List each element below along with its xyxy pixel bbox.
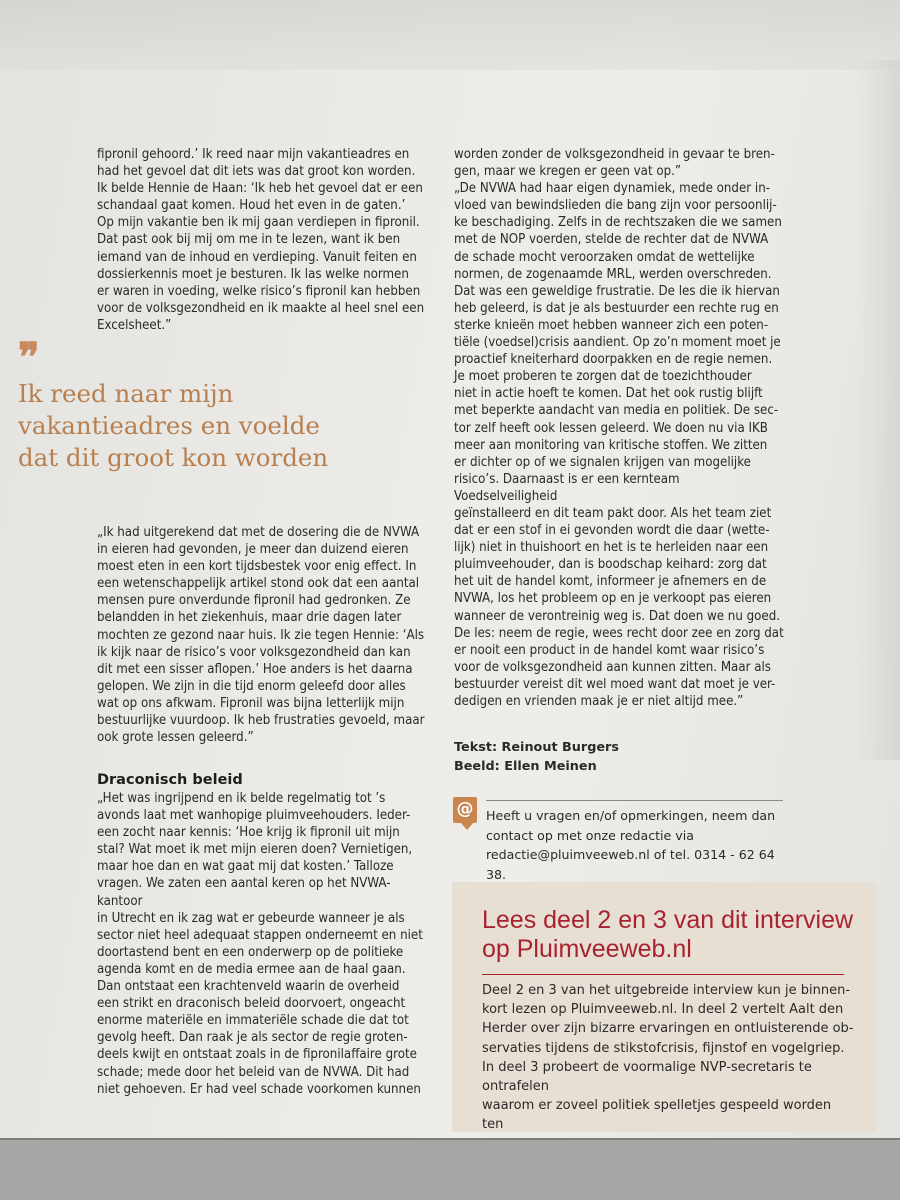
text-line: ook grote lessen geleerd.”	[97, 730, 254, 746]
right-column	[454, 146, 786, 710]
text-line: er nooit een product in de handel komt waar risico’s	[454, 642, 765, 658]
text-line: Dan ontstaat een krachtenveld waarin de overheid	[97, 979, 400, 995]
text-line: gelopen. We zijn in die tijd enorm geleefd door alles	[97, 678, 406, 694]
text-line: geïnstalleerd en dit team pakt door. Als het team ziet	[454, 505, 772, 521]
text-line: deels kwijt en ontstaat zoals in de fipronilaffaire grote	[97, 1047, 417, 1063]
text-line: met beperkte aandacht van media en politiek. De sec-	[454, 403, 779, 419]
at-sign-icon: @	[453, 797, 477, 823]
text-line: een strikt en draconisch beleid doorvoert, ongeacht	[97, 996, 406, 1012]
text-line: NVWA, los het probleem op en je verkoopt pas eieren	[454, 591, 772, 607]
contact-line: Heeft u vragen en/of opmerkingen, neem dan	[486, 808, 776, 823]
promo-line: In deel 3 probeert de voormalige NVP-secretaris te ontrafelen	[482, 1059, 812, 1095]
text-line: meer aan monitoring van kritische stoffen. We zitten	[454, 437, 768, 453]
text-line: het uit de handel komt, informeer je afnemers en de	[454, 574, 767, 590]
text-line: in Utrecht en ik zag wat er gebeurde wanneer je als	[97, 910, 405, 926]
text-line: normen, de zogenaamde MRL, werden overschreden.	[454, 266, 772, 282]
text-line: lijk) niet in thuishoort en het is te herleiden naar een	[454, 540, 769, 556]
text-line: wat op ons afkwam. Fipronil was bijna letterlijk mijn	[97, 695, 405, 711]
text-line: wanneer de verontreinig weg is. Dat doen we nu goed.	[454, 608, 780, 624]
text-line: voor de volksgezondheid aan kunnen zitten. Maar als	[454, 659, 771, 675]
text-line: De les: neem de regie, wees recht door zee en zorg dat	[454, 625, 784, 641]
text-line: met de NOP voerden, stelde de rechter dat de NVWA	[454, 232, 769, 248]
text-line: iemand van de inhoud en verdieping. Vanuit feiten en	[97, 249, 417, 265]
subheading: Draconisch beleid	[97, 772, 243, 788]
page-right-shadow	[854, 60, 900, 760]
promo-body	[482, 981, 856, 1154]
text-line: stal? Wat moet ik met mijn eieren doen? Vernietigen,	[97, 842, 413, 858]
promo-divider	[482, 974, 844, 975]
text-line: niet gehoeven. Er had veel schade voorkomen kunnen	[97, 1081, 421, 1097]
pull-quote-line: dat dit groot kon worden	[18, 443, 329, 472]
text-line: vloed van bewindslieden die bang zijn voor persoonlij-	[454, 198, 777, 214]
promo-title-line: Lees deel 2 en 3 van dit interview	[482, 906, 854, 934]
text-line: fipronil gehoord.’ Ik reed naar mijn vakantieadres en	[97, 147, 410, 162]
text-line: ke beschadiging. Zelfs in de rechtszaken die we samen	[454, 215, 782, 231]
text-line: Je moet proberen te zorgen dat de toezichthouder	[454, 369, 752, 385]
text-line: voor de volksgezondheid en ik maakte al heel snel een	[97, 300, 425, 316]
credit-text: Tekst: Reinout Burgers	[454, 740, 619, 755]
text-line: had het gevoel dat dit iets was dat groot kon worden.	[97, 164, 416, 180]
text-line: tiële (voedsel)crisis aandient. Op zo’n moment moet je	[454, 335, 781, 351]
text-line: gen, maar we kregen er geen vat op.”	[454, 164, 682, 180]
contact-line: contact op met onze redactie via	[486, 827, 694, 843]
text-line: avonds laat met wanhopige pluimveehouders. Ieder-	[97, 808, 411, 824]
promo-title	[482, 906, 872, 964]
text-line: in eieren had gevonden, je meer dan duizend eieren	[97, 542, 409, 558]
text-line: ik kijk naar de risico’s voor volksgezondheid dan kan	[97, 644, 411, 660]
text-line: een zocht naar kennis: ‘Hoe krijg ik fipronil uit mijn	[97, 825, 400, 841]
text-line: bestuurlijke vuurdoop. Ik heb frustraties gevoeld, maar	[97, 713, 425, 729]
text-line: dat er een stof in ei gevonden wordt die daar (wette-	[454, 523, 770, 539]
text-line: dit met een sisser aflopen.’ Hoe anders is het daarna	[97, 661, 413, 677]
pull-quote-line: vakantieadres en voelde	[18, 411, 320, 440]
text-line: „Ik had uitgerekend dat met de dosering die de NVWA	[97, 525, 420, 540]
credits	[454, 738, 619, 776]
text-line: moest eten in een kort tijdsbestek voor enig effect. In	[97, 559, 417, 575]
credit-image: Beeld: Ellen Meinen	[454, 759, 597, 774]
text-line: sector niet heel adequaat stappen onderneemt en niet	[97, 927, 423, 943]
text-line: de schade mocht veroorzaken omdat de wettelijke	[454, 249, 755, 265]
left-column-bottom	[97, 772, 433, 1098]
text-line: doortastend bent en een onderwerp op de politieke	[97, 944, 404, 960]
text-line: Dat was een geweldige frustratie. De les die ik hiervan	[454, 283, 780, 299]
contact-line: redactie@pluimveeweb.nl of tel. 0314 - 62 64 38.	[486, 847, 775, 882]
text-line: mensen pure onverdunde fipronil had gedronken. Ze	[97, 593, 411, 609]
promo-title-line: op Pluimveeweb.nl	[482, 935, 692, 963]
text-line: Op mijn vakantie ben ik mij gaan verdiepen in fipronil.	[97, 215, 420, 231]
text-line: gevolg heeft. Dan raak je als sector de regie groten-	[97, 1030, 408, 1046]
promo-line: kort lezen op Pluimveeweb.nl. In deel 2 vertelt Aalt den	[482, 1002, 844, 1018]
text-line: maar hoe dan en wat gaat mij dat kosten.’ Talloze	[97, 859, 394, 875]
pull-quote	[18, 378, 358, 474]
text-line: „De NVWA had haar eigen dynamiek, mede onder in-	[454, 181, 770, 197]
text-line: Dat past ook bij mij om me in te lezen, want ik ben	[97, 232, 401, 248]
text-line: agenda komt en de media ermee aan de haal gaan.	[97, 961, 406, 977]
page-top-shadow	[0, 0, 900, 70]
text-line: sterke knieën moet hebben wanneer zich een poten-	[454, 317, 769, 333]
left-column-middle	[97, 524, 433, 746]
text-line: belandden in het ziekenhuis, maar drie dagen later	[97, 610, 402, 626]
page-fold-line	[0, 1138, 900, 1140]
text-line: „Het was ingrijpend en ik belde regelmatig tot ’s	[97, 791, 386, 806]
text-line: Excelsheet.”	[97, 317, 172, 333]
text-line: bestuurder vereist dit wel moed want dat moet je ver-	[454, 676, 776, 692]
text-line: niet in actie hoeft te komen. Dat het ook rustig blijft	[454, 386, 763, 402]
promo-line: Herder over zijn bizarre ervaringen en ontluisterende ob-	[482, 1021, 854, 1037]
text-line: worden zonder de volksgezondheid in gevaar te bren-	[454, 147, 775, 162]
page-bottom-edge	[0, 1138, 900, 1200]
contact-info	[486, 806, 786, 884]
text-line: schade; mede door het beleid van de NVWA. Dit had	[97, 1064, 410, 1080]
text-line: een wetenschappelijk artikel stond ook dat een aantal	[97, 576, 420, 592]
text-line: proactief kneiterhard doorpakken en de regie nemen.	[454, 352, 773, 368]
contact-divider	[486, 800, 783, 801]
text-line: mochten ze gezond naar huis. Ik zie tegen Hennie: ‘Als	[97, 627, 425, 643]
text-line: er dichter op of we signalen krijgen van mogelijke	[454, 454, 751, 470]
text-line: pluimveehouder, dan is boodschap keihard: zorg dat	[454, 557, 767, 573]
text-line: risico’s. Daarnaast is er een kernteam Voedselveiligheid	[454, 471, 680, 504]
pull-quote-line: Ik reed naar mijn	[18, 379, 234, 408]
text-line: Ik belde Hennie de Haan: ‘Ik heb het gevoel dat er een	[97, 181, 423, 197]
promo-line: waarom er zoveel politiek spelletjes gespeeld worden ten	[482, 1098, 832, 1133]
text-line: vragen. We zaten een aantal keren op het NVWA-kantoor	[97, 876, 391, 909]
text-line: dedigen en vrienden maak je er niet altijd mee.”	[454, 694, 744, 709]
text-line: er waren in voeding, welke risico’s fipronil kan hebben	[97, 283, 421, 299]
text-line: tor zelf heeft ook lessen geleerd. We doen nu via IKB	[454, 420, 768, 436]
text-line: heb geleerd, is dat je als bestuurder een rechte rug en	[454, 300, 779, 316]
text-line: dossierkennis moet je besturen. Ik las welke normen	[97, 266, 409, 282]
quote-mark-icon: ❞	[18, 334, 40, 381]
promo-line: Deel 2 en 3 van het uitgebreide interview kun je binnen-	[482, 983, 851, 998]
left-column-top	[97, 146, 433, 334]
promo-line: servaties tijdens de stikstofcrisis, fijnstof en vogelgriep.	[482, 1040, 845, 1056]
promo-box	[452, 882, 876, 1132]
text-line: schandaal gaat komen. Houd het even in de gaten.’	[97, 198, 406, 214]
text-line: enorme materiële en immateriële schade die dat tot	[97, 1013, 409, 1029]
